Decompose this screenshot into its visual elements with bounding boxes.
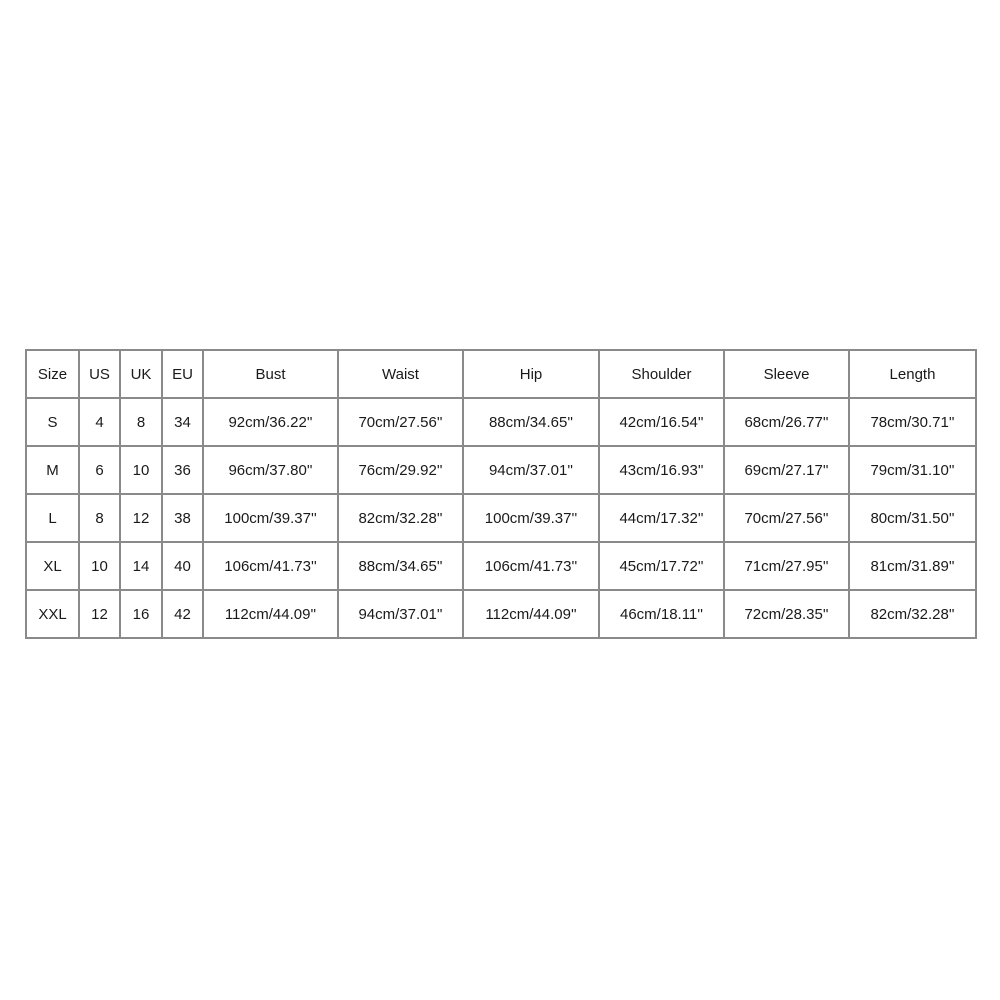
- cell-bust: 112cm/44.09'': [203, 590, 338, 638]
- header-sleeve: Sleeve: [724, 350, 849, 398]
- cell-waist: 82cm/32.28'': [338, 494, 463, 542]
- header-bust: Bust: [203, 350, 338, 398]
- cell-size: M: [26, 446, 79, 494]
- cell-waist: 70cm/27.56'': [338, 398, 463, 446]
- cell-hip: 100cm/39.37'': [463, 494, 599, 542]
- table-row: [26, 590, 976, 638]
- table-row: [26, 542, 976, 590]
- cell-eu: 42: [162, 590, 203, 638]
- cell-shoulder: 44cm/17.32'': [599, 494, 724, 542]
- cell-bust: 92cm/36.22'': [203, 398, 338, 446]
- cell-hip: 88cm/34.65'': [463, 398, 599, 446]
- cell-sleeve: 72cm/28.35'': [724, 590, 849, 638]
- cell-waist: 94cm/37.01'': [338, 590, 463, 638]
- cell-uk: 10: [120, 446, 162, 494]
- header-eu: EU: [162, 350, 203, 398]
- cell-shoulder: 43cm/16.93'': [599, 446, 724, 494]
- cell-length: 80cm/31.50'': [849, 494, 976, 542]
- size-chart-table: [25, 349, 977, 639]
- cell-shoulder: 46cm/18.11'': [599, 590, 724, 638]
- cell-length: 78cm/30.71'': [849, 398, 976, 446]
- cell-hip: 94cm/37.01'': [463, 446, 599, 494]
- header-size: Size: [26, 350, 79, 398]
- cell-uk: 16: [120, 590, 162, 638]
- cell-size: S: [26, 398, 79, 446]
- cell-uk: 14: [120, 542, 162, 590]
- cell-us: 6: [79, 446, 120, 494]
- header-waist: Waist: [338, 350, 463, 398]
- cell-shoulder: 45cm/17.72'': [599, 542, 724, 590]
- header-shoulder: Shoulder: [599, 350, 724, 398]
- cell-us: 12: [79, 590, 120, 638]
- cell-eu: 40: [162, 542, 203, 590]
- cell-length: 82cm/32.28'': [849, 590, 976, 638]
- cell-us: 8: [79, 494, 120, 542]
- header-us: US: [79, 350, 120, 398]
- table-row: [26, 446, 976, 494]
- cell-hip: 106cm/41.73'': [463, 542, 599, 590]
- header-row: [26, 350, 976, 398]
- cell-us: 4: [79, 398, 120, 446]
- header-length: Length: [849, 350, 976, 398]
- cell-bust: 100cm/39.37'': [203, 494, 338, 542]
- cell-size: XXL: [26, 590, 79, 638]
- cell-waist: 88cm/34.65'': [338, 542, 463, 590]
- header-hip: Hip: [463, 350, 599, 398]
- cell-eu: 34: [162, 398, 203, 446]
- cell-us: 10: [79, 542, 120, 590]
- cell-size: L: [26, 494, 79, 542]
- cell-waist: 76cm/29.92'': [338, 446, 463, 494]
- cell-sleeve: 68cm/26.77'': [724, 398, 849, 446]
- cell-hip: 112cm/44.09'': [463, 590, 599, 638]
- cell-sleeve: 71cm/27.95'': [724, 542, 849, 590]
- cell-shoulder: 42cm/16.54'': [599, 398, 724, 446]
- cell-eu: 36: [162, 446, 203, 494]
- cell-uk: 8: [120, 398, 162, 446]
- table-row: [26, 398, 976, 446]
- cell-bust: 96cm/37.80'': [203, 446, 338, 494]
- cell-sleeve: 69cm/27.17'': [724, 446, 849, 494]
- cell-length: 81cm/31.89'': [849, 542, 976, 590]
- header-uk: UK: [120, 350, 162, 398]
- table-row: [26, 494, 976, 542]
- cell-length: 79cm/31.10'': [849, 446, 976, 494]
- cell-bust: 106cm/41.73'': [203, 542, 338, 590]
- cell-uk: 12: [120, 494, 162, 542]
- cell-size: XL: [26, 542, 79, 590]
- cell-eu: 38: [162, 494, 203, 542]
- cell-sleeve: 70cm/27.56'': [724, 494, 849, 542]
